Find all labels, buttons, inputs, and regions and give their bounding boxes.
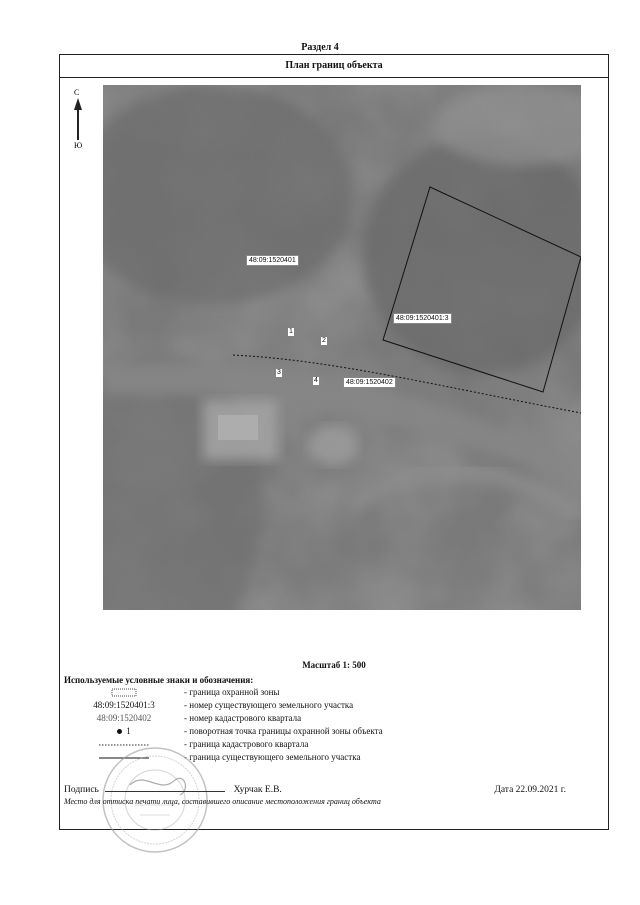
map-point-4: 4 [314, 377, 318, 384]
legend-item-symbol: 1 [126, 726, 131, 736]
section-title: Раздел 4 [301, 42, 339, 53]
map-imagery [103, 85, 581, 610]
compass-south: Ю [74, 141, 83, 150]
satellite-map [103, 85, 581, 610]
signature-name: Хурчак Е.В. [233, 785, 282, 795]
map-label-quarter-1: 48:09:1520401 [246, 255, 299, 266]
signature-line [105, 791, 225, 792]
legend-item-label: - граница существующего земельного участка [184, 752, 361, 762]
map-label-parcel: 48:09:1520401:3 [393, 313, 452, 324]
signature-label: Подпись [64, 785, 99, 795]
signature-date: Дата 22.09.2021 г. [494, 785, 566, 795]
compass-north: С [74, 88, 80, 97]
legend-item-label: - граница охранной зоны [184, 687, 280, 697]
map-label-quarter-2: 48:09:1520402 [343, 377, 396, 388]
scale-label: Масштаб 1: 500 [302, 660, 366, 670]
legend-item-label: - номер кадастрового квартала [184, 713, 302, 723]
legend-item-label: - поворотная точка границы охранной зоны объекта [184, 726, 383, 736]
point-dot-icon [117, 729, 122, 734]
stamp-footnote: Место для оттиска печати лица, составившего описание местоположения границ объекта [64, 797, 381, 806]
map-point-1: 1 [289, 328, 293, 335]
north-arrow-icon [68, 88, 88, 168]
legend-item-symbol: 48:09:1520401:3 [93, 700, 155, 710]
legend-item-label: - номер существующего земельного участка [184, 700, 354, 710]
legend-item-label: - граница кадастрового квартала [184, 739, 309, 749]
legend-item-symbol: 48:09:1520402 [96, 713, 152, 723]
legend-turning-point-symbol [64, 725, 184, 738]
plan-title: План границ объекта [59, 54, 609, 78]
map-point-2: 2 [322, 337, 326, 344]
map-point-3: 3 [277, 369, 281, 376]
legend-protection-zone-symbol [64, 686, 184, 699]
legend-title: Используемые условные знаки и обозначения: [64, 675, 254, 685]
